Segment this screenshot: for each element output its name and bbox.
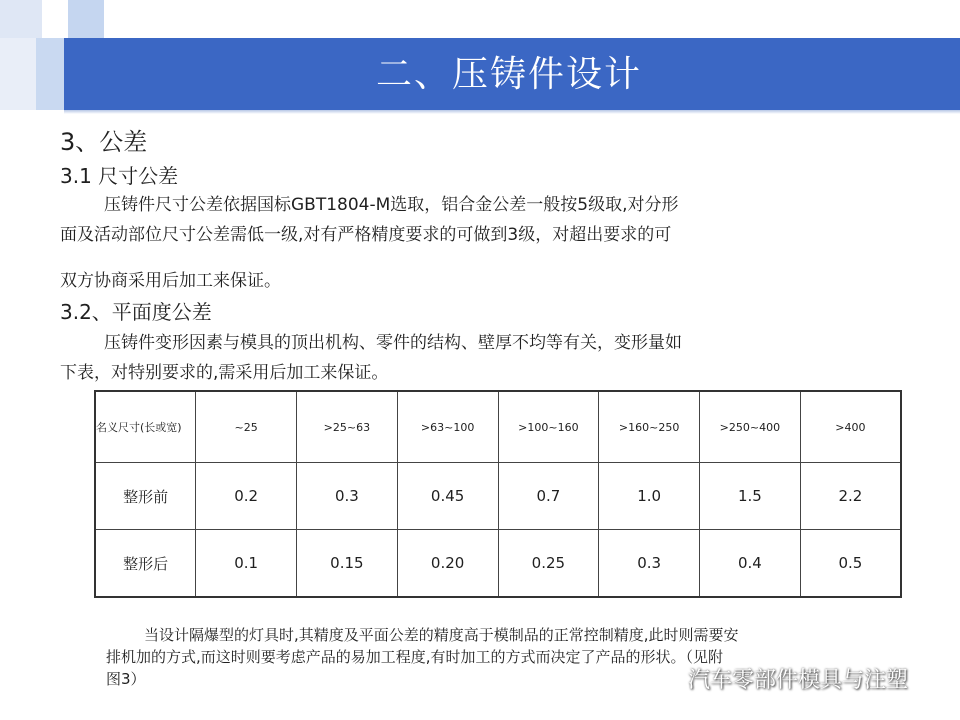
table-cell: 0.3 [297,463,398,530]
paragraph-line: 面及活动部位尺寸公差需低一级,对有严格精度要求的可做到3级，对超出要求的可 [60,225,672,245]
title-bar-shadow [64,110,960,114]
table-header-cell: >250~400 [700,391,801,463]
paragraph-line: 压铸件尺寸公差依据国标GBT1804-M选取，铝合金公差一般按5级取,对分形 [104,195,679,215]
table-row-label: 整形前 [95,463,196,530]
table-header-cell: >160~250 [599,391,700,463]
wechat-icon [650,665,680,691]
table-cell: 0.3 [599,530,700,598]
table-cell: 0.15 [297,530,398,598]
note-line: 当设计隔爆型的灯具时,其精度及平面公差的精度高于模制品的正常控制精度,此时则需要安 [144,626,739,644]
table-cell: 0.5 [800,530,901,598]
paragraph-line: 下表，对特别要求的,需采用后加工来保证。 [60,363,389,383]
table-cell: 0.1 [196,530,297,598]
table-header-cell: ~25 [196,391,297,463]
paragraph-line: 双方协商采用后加工来保证。 [60,271,281,291]
table-row [95,530,901,598]
slide-title: 二、压铸件设计 [376,54,643,95]
subsection-heading-2: 3.2、平面度公差 [60,300,212,324]
table-header-cell: 名义尺寸(长或宽) [95,391,196,463]
subsection-heading-1: 3.1 尺寸公差 [60,164,179,188]
table-row-label: 整形后 [95,530,196,598]
table-header-cell: >100~160 [498,391,599,463]
watermark-text: 汽车零部件模具与注塑 [688,667,909,693]
table-cell: 0.45 [397,463,498,530]
flatness-tolerance-table [94,390,902,598]
decor-square [0,38,36,110]
table-cell: 0.7 [498,463,599,530]
table-cell: 1.5 [700,463,801,530]
table-header-cell: >25~63 [297,391,398,463]
section-heading: 3、公差 [60,128,148,156]
note-line: 排机加的方式,而这时则要考虑产品的易加工程度,有时加工的方式而决定了产品的形状。（见附 [106,648,724,666]
table-row [95,463,901,530]
table-header-cell: >400 [800,391,901,463]
table-cell: 0.4 [700,530,801,598]
table-cell: 2.2 [800,463,901,530]
table-cell: 1.0 [599,463,700,530]
watermark [650,664,908,692]
paragraph-line: 压铸件变形因素与模具的顶出机构、零件的结构、壁厚不均等有关，变形量如 [104,333,682,353]
table-header-cell: >63~100 [397,391,498,463]
table-cell: 0.20 [397,530,498,598]
note-line: 图3） [106,670,146,688]
table-cell: 0.2 [196,463,297,530]
table-header-row [95,391,901,463]
table-cell: 0.25 [498,530,599,598]
